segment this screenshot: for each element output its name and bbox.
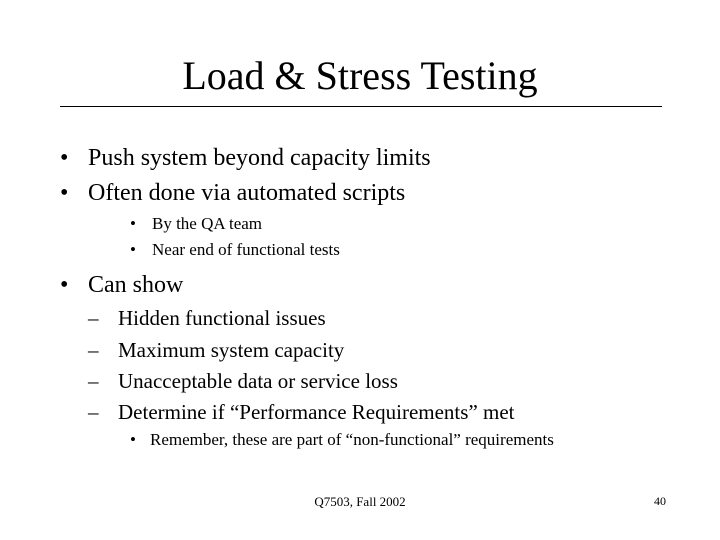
sub-bullet-text: Near end of functional tests bbox=[152, 240, 340, 259]
bullet-marker: • bbox=[60, 180, 69, 206]
bullet-text: Can show bbox=[88, 272, 184, 298]
sub-bullet-marker: • bbox=[130, 240, 136, 259]
slide-title: Load & Stress Testing bbox=[182, 53, 538, 98]
sub-bullet-text: By the QA team bbox=[152, 214, 263, 233]
bullet-marker: • bbox=[60, 272, 69, 298]
title-divider bbox=[60, 106, 662, 107]
page-number: 40 bbox=[654, 494, 666, 508]
note-marker: • bbox=[130, 430, 136, 449]
dash-marker: – bbox=[88, 338, 99, 362]
dash-marker: – bbox=[88, 400, 99, 424]
dash-text: Determine if “Performance Requirements” met bbox=[118, 400, 515, 424]
note-text: Remember, these are part of “non-functional” requirements bbox=[150, 430, 554, 449]
dash-marker: – bbox=[88, 306, 99, 330]
dash-marker: – bbox=[88, 369, 99, 393]
dash-text: Maximum system capacity bbox=[118, 338, 345, 362]
dash-text: Unacceptable data or service loss bbox=[118, 369, 398, 393]
bullet-marker: • bbox=[60, 145, 69, 171]
sub-bullet-marker: • bbox=[130, 214, 136, 233]
bullet-text: Often done via automated scripts bbox=[88, 180, 406, 206]
slide-footer: Q7503, Fall 2002 bbox=[314, 494, 406, 509]
bullet-text: Push system beyond capacity limits bbox=[88, 145, 431, 171]
dash-text: Hidden functional issues bbox=[118, 306, 326, 330]
